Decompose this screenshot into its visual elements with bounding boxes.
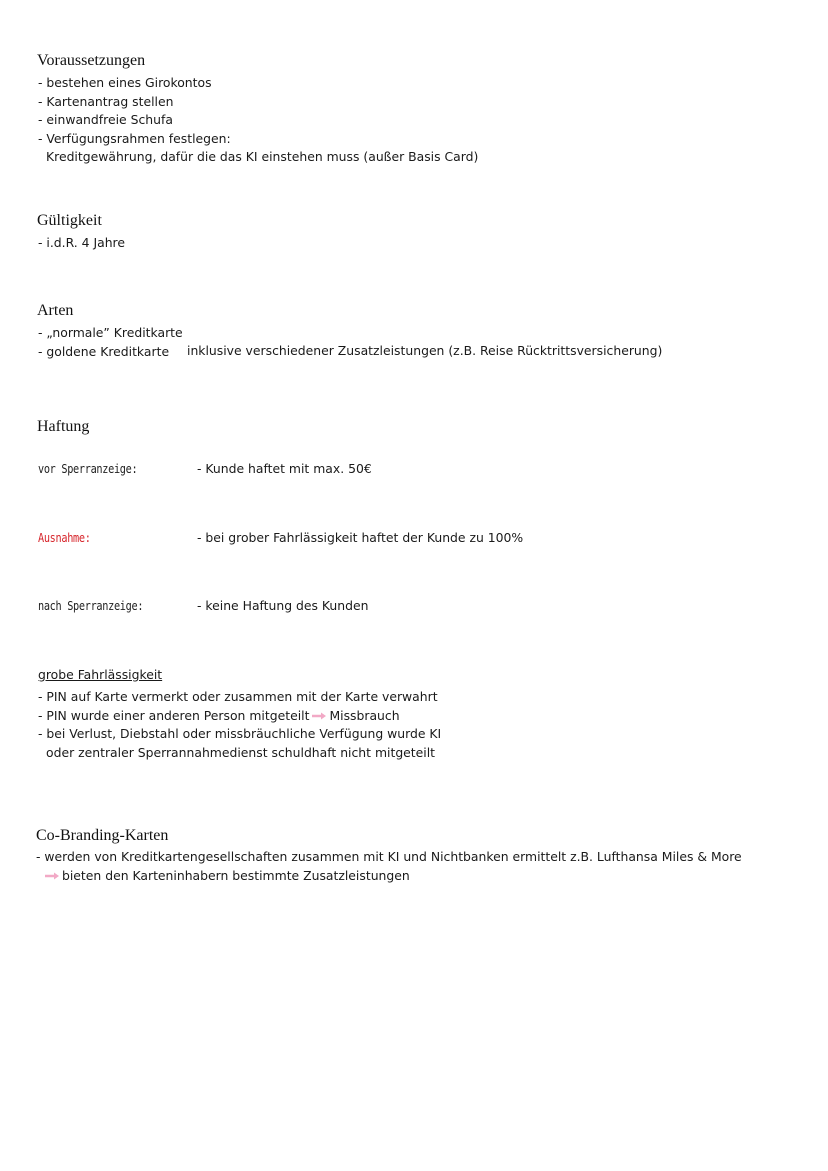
list-item-result: Missbrauch	[329, 707, 400, 723]
list-item: - i.d.R. 4 Jahre	[38, 235, 126, 250]
list-item-text: - PIN wurde einer anderen Person mitgeteilt	[38, 707, 310, 723]
haftung-label-vor-sperranzeige: vor Sperranzeige:	[38, 461, 138, 476]
section-title-cobranding: Co-Branding-Karten	[36, 827, 169, 844]
list-item: - einwandfreie Schufa	[38, 112, 173, 127]
section-title-gueltigkeit: Gültigkeit	[37, 212, 102, 229]
haftung-label-ausnahme: Ausnahme:	[38, 530, 91, 545]
arrow-right-icon	[312, 712, 326, 720]
list-item-continuation: oder zentraler Sperrannahmedienst schuldhaft nicht mitgeteilt	[46, 744, 436, 760]
list-item	[38, 707, 441, 726]
list-item	[36, 867, 742, 886]
list-item: - bei Verlust, Diebstahl oder missbräuchliche Verfügung wurde KI	[38, 726, 442, 741]
list-item: - goldene Kreditkarte	[38, 343, 170, 359]
golden-card-note: inklusive verschiedener Zusatzleistungen (z.B. Reise Rücktrittsversicherung)	[187, 343, 663, 358]
haftung-text-ausnahme: - bei grober Fahrlässigkeit haftet der Kunde zu 100%	[197, 530, 524, 545]
list-item: - Verfügungsrahmen festlegen:	[38, 130, 231, 146]
arten-list	[38, 324, 183, 361]
grobe-list	[38, 688, 441, 762]
section-title-grobe-fahrlaessigkeit: grobe Fahrlässigkeit	[38, 667, 163, 682]
list-item: - werden von Kreditkartengesellschaften zusammen mit KI und Nichtbanken ermittelt z.B. Lufthansa Miles & More	[36, 849, 742, 864]
cobranding-list	[36, 848, 742, 885]
list-item: - bestehen eines Girokontos	[38, 75, 212, 90]
list-item: - PIN auf Karte vermerkt oder zusammen mit der Karte verwahrt	[38, 689, 438, 704]
list-item: - Kartenantrag stellen	[38, 93, 174, 109]
section-title-arten: Arten	[37, 302, 74, 319]
section-title-voraussetzungen: Voraussetzungen	[37, 52, 146, 69]
arrow-right-icon	[45, 872, 59, 880]
list-item-text: bieten den Karteninhabern bestimmte Zusatzleistungen	[62, 867, 410, 883]
haftung-text-nach-sperranzeige: - keine Haftung des Kunden	[197, 598, 369, 613]
gueltigkeit-list	[38, 234, 125, 253]
voraussetzungen-list	[38, 74, 478, 167]
list-item: - „normale” Kreditkarte	[38, 325, 183, 340]
haftung-label-nach-sperranzeige: nach Sperranzeige:	[38, 598, 144, 613]
list-item-continuation: Kreditgewährung, dafür die das KI einstehen muss (außer Basis Card)	[46, 149, 479, 164]
section-title-haftung: Haftung	[37, 418, 90, 435]
haftung-text-vor-sperranzeige: - Kunde haftet mit max. 50€	[197, 461, 372, 476]
